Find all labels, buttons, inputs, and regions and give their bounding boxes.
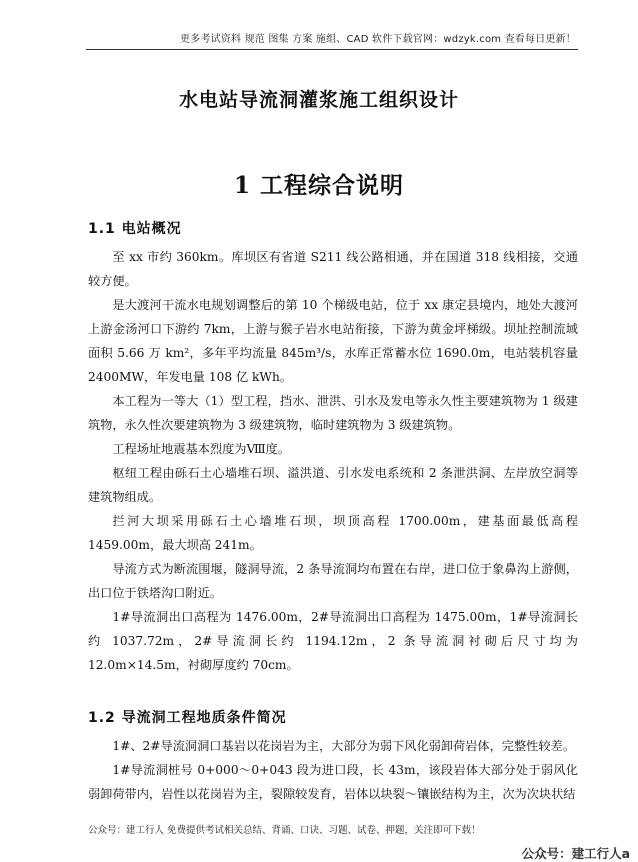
footer-watermark: 公众号：建工行人a bbox=[521, 846, 630, 861]
section-heading-1-1: 1.1 电站概况 bbox=[88, 221, 182, 237]
paragraph: 本工程为一等大（1）型工程，挡水、泄洪、引水及发电等永久性主要建筑物为 1 级建筑物，永久性次要建筑物为 3 级建筑物，临时建筑物为 3 级建筑物。 bbox=[88, 394, 578, 432]
paragraph: 1#导流洞桩号 0+000～0+043 段为进口段，长 43m，该段岩体大部分处于弱风化弱卸荷带内，岩性以花岗岩为主，裂隙较发育，岩体以块裂～镶嵌结构为主，次为次块状结 bbox=[88, 763, 578, 801]
paragraph: 工程场址地震基本烈度为Ⅷ度。 bbox=[112, 442, 291, 456]
paragraph: 枢纽工程由砾石土心墙堆石坝、溢洪道、引水发电系统和 2 条泄洪洞、左岸放空洞等建筑物组成。 bbox=[88, 466, 578, 504]
header-divider bbox=[86, 49, 578, 50]
paragraph: 1#导流洞出口高程为 1476.00m，2#导流洞出口高程为 1475.00m，1#导流洞长约 1037.72m，2#导流洞长约 1194.12m，2 条导流洞衬砌后尺寸均为 12.0m×14.5m，衬砌厚度约 70cm。 bbox=[88, 610, 578, 672]
paragraph: 至 xx 市约 360km。库坝区有省道 S211 线公路相通，并在国道 318 线相接，交通较方便。 bbox=[88, 250, 578, 288]
paragraph: 是大渡河干流水电规划调整后的第 10 个梯级电站，位于 xx 康定县境内，地处大渡河上游金汤河口下游约 7km，上游与猴子岩水电站衔接，下游为黄金坪梯级。坝址控制流域面积 5.66 万 km²，多年平均流量 845m³/s，水库正常蓄水位 1690.0m，电站装机容量 2400MW，年发电量 108 亿 kWh。 bbox=[88, 298, 578, 384]
paragraph: 导流方式为断流围堰，隧洞导流，2 条导流洞均布置在右岸，进口位于象鼻沟上游侧，出口位于铁塔沟口附近。 bbox=[88, 562, 578, 600]
chapter-heading: 1 工程综合说明 bbox=[233, 172, 404, 199]
document-title: 水电站导流洞灌浆施工组织设计 bbox=[178, 89, 459, 111]
page-header-banner: 更多考试资料 规范 图集 方案 施组、CAD 软件下载官网：wdzyk.com 查看每日更新！ bbox=[179, 34, 576, 45]
paragraph: 拦河大坝采用砾石土心墙堆石坝，坝顶高程 1700.00m，建基面最低高程 1459.00m，最大坝高 241m。 bbox=[88, 514, 578, 552]
footer-note: 公众号：建工行人 免费提供考试相关总结、背诵、口诀、习题、试卷、押题，关注即可下载！ bbox=[88, 825, 481, 836]
paragraph: 1#、2#导流洞洞口基岩以花岗岩为主，大部分为弱下风化弱卸荷岩体，完整性较差。 bbox=[112, 739, 575, 753]
section-heading-1-2: 1.2 导流洞工程地质条件简况 bbox=[88, 710, 287, 726]
section-1-2-body bbox=[88, 734, 578, 806]
section-1-1-body bbox=[88, 245, 578, 677]
